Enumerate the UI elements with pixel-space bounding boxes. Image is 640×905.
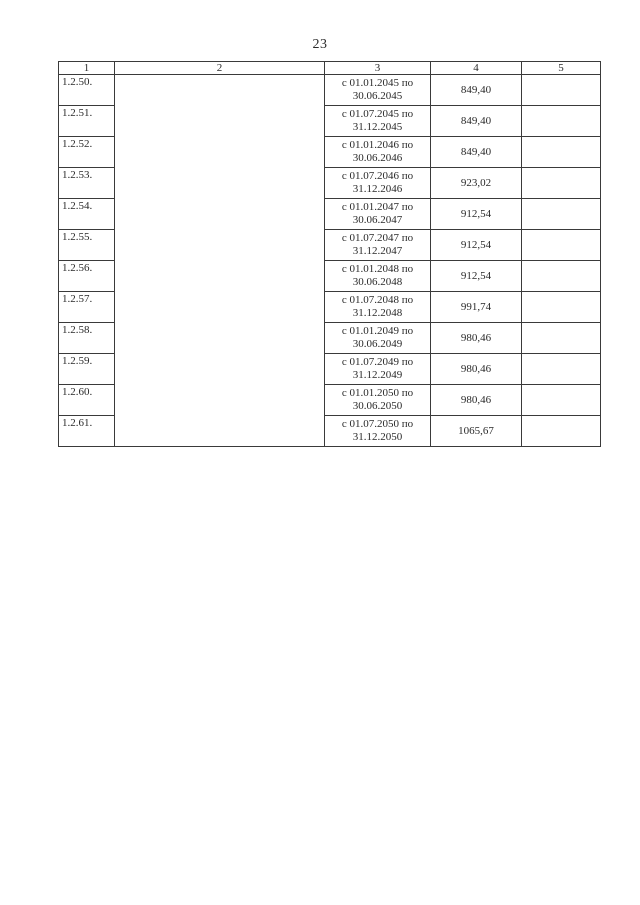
table-header-row [59, 62, 601, 75]
period-cell: с 01.01.2046 по 30.06.2046 [325, 137, 431, 168]
period-cell: с 01.07.2046 по 31.12.2046 [325, 168, 431, 199]
period-cell: с 01.01.2047 по 30.06.2047 [325, 199, 431, 230]
column-header-3: 3 [325, 62, 431, 75]
column-header-1: 1 [59, 62, 115, 75]
row-number-cell: 1.2.55. [59, 230, 115, 261]
value-cell: 1065,67 [431, 416, 522, 447]
value-cell: 912,54 [431, 261, 522, 292]
period-cell: с 01.01.2048 по 30.06.2048 [325, 261, 431, 292]
period-cell: с 01.01.2045 по 30.06.2045 [325, 75, 431, 106]
row-number-cell: 1.2.58. [59, 323, 115, 354]
period-cell: с 01.07.2047 по 31.12.2047 [325, 230, 431, 261]
row-number-cell: 1.2.60. [59, 385, 115, 416]
note-cell [522, 354, 601, 385]
period-cell: с 01.07.2049 по 31.12.2049 [325, 354, 431, 385]
period-cell: с 01.01.2049 по 30.06.2049 [325, 323, 431, 354]
description-cell [115, 75, 325, 447]
value-cell: 849,40 [431, 106, 522, 137]
note-cell [522, 168, 601, 199]
note-cell [522, 106, 601, 137]
period-cell: с 01.07.2048 по 31.12.2048 [325, 292, 431, 323]
period-cell: с 01.07.2045 по 31.12.2045 [325, 106, 431, 137]
table-row [59, 75, 601, 106]
table-header [59, 62, 601, 75]
value-cell: 912,54 [431, 230, 522, 261]
value-cell: 923,02 [431, 168, 522, 199]
note-cell [522, 385, 601, 416]
row-number-cell: 1.2.53. [59, 168, 115, 199]
value-cell: 912,54 [431, 199, 522, 230]
value-cell: 980,46 [431, 354, 522, 385]
period-cell: с 01.01.2050 по 30.06.2050 [325, 385, 431, 416]
row-number-cell: 1.2.56. [59, 261, 115, 292]
note-cell [522, 75, 601, 106]
row-number-cell: 1.2.57. [59, 292, 115, 323]
column-header-4: 4 [431, 62, 522, 75]
row-number-cell: 1.2.54. [59, 199, 115, 230]
column-header-2: 2 [115, 62, 325, 75]
note-cell [522, 199, 601, 230]
row-number-cell: 1.2.52. [59, 137, 115, 168]
row-number-cell: 1.2.61. [59, 416, 115, 447]
value-cell: 991,74 [431, 292, 522, 323]
row-number-cell: 1.2.50. [59, 75, 115, 106]
tariff-table [58, 61, 601, 447]
note-cell [522, 292, 601, 323]
value-cell: 849,40 [431, 75, 522, 106]
table-body [59, 75, 601, 447]
note-cell [522, 261, 601, 292]
page-number: 23 [312, 37, 328, 52]
value-cell: 980,46 [431, 323, 522, 354]
period-cell: с 01.07.2050 по 31.12.2050 [325, 416, 431, 447]
note-cell [522, 137, 601, 168]
note-cell [522, 323, 601, 354]
value-cell: 980,46 [431, 385, 522, 416]
value-cell: 849,40 [431, 137, 522, 168]
note-cell [522, 230, 601, 261]
row-number-cell: 1.2.59. [59, 354, 115, 385]
note-cell [522, 416, 601, 447]
column-header-5: 5 [522, 62, 601, 75]
row-number-cell: 1.2.51. [59, 106, 115, 137]
